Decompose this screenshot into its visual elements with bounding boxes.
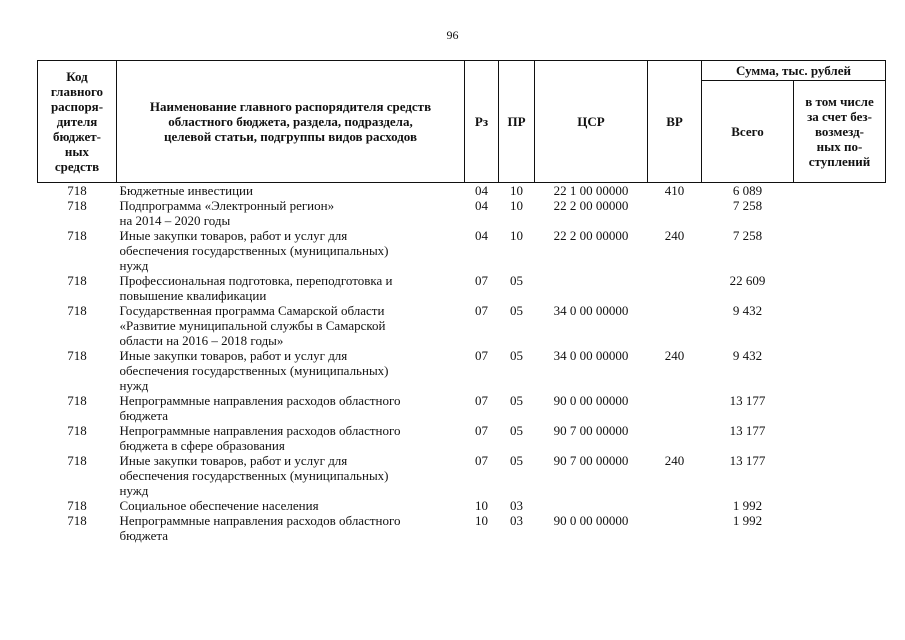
table-row	[38, 393, 886, 423]
cell-name	[117, 198, 465, 228]
cell-total: 1 992	[732, 498, 763, 513]
cell-including	[794, 393, 886, 423]
cell-csr: 90 7 00 00000	[553, 423, 629, 438]
cell-kod: 718	[67, 393, 87, 408]
cell-name-line: Иные закупки товаров, работ и услуг для	[119, 348, 348, 363]
cell-vr	[648, 393, 702, 423]
cell-name-line: нужд	[119, 483, 149, 498]
cell-pr: 10	[510, 198, 523, 213]
cell-pr: 10	[510, 228, 523, 243]
cell-name-line: Иные закупки товаров, работ и услуг для	[119, 453, 348, 468]
cell-name-line: бюджета в сфере образования	[119, 438, 285, 453]
cell-vr	[648, 423, 702, 453]
cell-vr	[648, 498, 702, 513]
header-kod	[38, 61, 117, 183]
table-row	[38, 513, 886, 543]
header-csr: ЦСР	[535, 61, 648, 183]
cell-name-line: обеспечения государственных (муниципальных)	[119, 243, 389, 258]
header-vr: ВР	[648, 61, 702, 183]
header-kod-line: распоря-	[50, 99, 104, 114]
cell-csr: 34 0 00 00000	[553, 303, 629, 318]
table-row	[38, 423, 886, 453]
cell-vr: 240	[664, 453, 685, 468]
cell-name	[117, 303, 465, 348]
header-name-line: областного бюджета, раздела, подраздела,	[168, 114, 413, 129]
cell-name	[117, 273, 465, 303]
table-row	[38, 498, 886, 513]
cell-name-line: Непрограммные направления расходов областного	[119, 513, 401, 528]
cell-name-line: области на 2016 – 2018 годы»	[119, 333, 284, 348]
cell-rz: 04	[475, 228, 488, 243]
cell-name	[117, 393, 465, 423]
cell-name-line: обеспечения государственных (муниципальных)	[119, 363, 389, 378]
cell-including	[794, 513, 886, 543]
header-including-line: возмезд-	[815, 124, 864, 139]
table-row	[38, 198, 886, 228]
cell-including	[794, 453, 886, 498]
cell-csr	[535, 498, 648, 513]
cell-kod: 718	[67, 198, 87, 213]
cell-name-line: Иные закупки товаров, работ и услуг для	[119, 228, 348, 243]
table-row	[38, 303, 886, 348]
cell-name-line: Подпрограмма «Электронный регион»	[119, 198, 335, 213]
cell-pr: 05	[510, 453, 523, 468]
cell-name	[117, 513, 465, 543]
cell-total: 9 432	[732, 348, 763, 363]
cell-name	[117, 183, 465, 199]
cell-vr	[648, 273, 702, 303]
table-header	[38, 61, 886, 183]
table-row	[38, 453, 886, 498]
cell-total: 22 609	[729, 273, 766, 288]
header-name-line: целевой статьи, подгруппы видов расходов	[163, 129, 418, 144]
cell-rz: 07	[475, 303, 488, 318]
cell-name-line: Государственная программа Самарской области	[119, 303, 385, 318]
cell-including	[794, 303, 886, 348]
cell-name-line: обеспечения государственных (муниципальных)	[119, 468, 389, 483]
cell-name-line: Бюджетные инвестиции	[119, 183, 253, 198]
cell-csr: 34 0 00 00000	[553, 348, 629, 363]
cell-kod: 718	[67, 348, 87, 363]
cell-vr	[648, 198, 702, 228]
header-including-line: ных по-	[816, 139, 863, 154]
cell-including	[794, 273, 886, 303]
cell-name	[117, 453, 465, 498]
cell-name-line: на 2014 – 2020 годы	[119, 213, 231, 228]
cell-name-line: нужд	[119, 258, 149, 273]
header-sum: Сумма, тыс. рублей	[702, 61, 886, 81]
cell-pr: 05	[510, 273, 523, 288]
cell-kod: 718	[67, 303, 87, 318]
cell-name-line: нужд	[119, 378, 149, 393]
cell-rz: 07	[475, 273, 488, 288]
cell-total: 13 177	[729, 393, 766, 408]
cell-total: 1 992	[732, 513, 763, 528]
cell-total: 7 258	[732, 228, 763, 243]
header-kod-line: средств	[54, 159, 100, 174]
cell-csr: 22 2 00 00000	[553, 228, 629, 243]
cell-including	[794, 498, 886, 513]
page-number: 96	[446, 28, 459, 42]
cell-name-line: бюджета	[119, 528, 168, 543]
cell-including	[794, 183, 886, 199]
cell-vr	[648, 303, 702, 348]
cell-name-line: Социальное обеспечение населения	[119, 498, 319, 513]
cell-pr: 05	[510, 423, 523, 438]
header-name	[117, 61, 465, 183]
cell-name	[117, 348, 465, 393]
header-kod-line: бюджет-	[52, 129, 101, 144]
header-including	[794, 81, 886, 183]
cell-name-line: Профессиональная подготовка, переподготовка и	[119, 273, 393, 288]
header-kod-line: главного	[50, 84, 104, 99]
table-row	[38, 183, 886, 199]
cell-total: 13 177	[729, 423, 766, 438]
table-row	[38, 273, 886, 303]
header-total: Всего	[702, 81, 794, 183]
header-including-line: ступлений	[808, 154, 871, 169]
cell-kod: 718	[67, 183, 87, 198]
cell-name-line: «Развитие муниципальной службы в Самарской	[119, 318, 386, 333]
cell-kod: 718	[67, 453, 87, 468]
header-including-line: в том числе	[805, 94, 874, 109]
cell-vr: 410	[664, 183, 685, 198]
cell-rz: 04	[475, 183, 488, 198]
cell-including	[794, 348, 886, 393]
cell-pr: 05	[510, 393, 523, 408]
cell-total: 7 258	[732, 198, 763, 213]
cell-csr: 22 1 00 00000	[553, 183, 629, 198]
header-kod-line: дителя	[56, 114, 98, 129]
cell-name	[117, 228, 465, 273]
cell-kod: 718	[67, 498, 87, 513]
cell-rz: 10	[475, 498, 488, 513]
cell-total: 13 177	[729, 453, 766, 468]
budget-table	[37, 60, 886, 543]
table-body	[38, 183, 886, 544]
table-row	[38, 228, 886, 273]
header-rz: Рз	[465, 61, 499, 183]
cell-including	[794, 228, 886, 273]
cell-pr: 03	[510, 513, 523, 528]
cell-kod: 718	[67, 228, 87, 243]
cell-name-line: бюджета	[119, 408, 168, 423]
header-including-line: за счет без-	[807, 109, 872, 124]
cell-kod: 718	[67, 423, 87, 438]
cell-csr	[535, 273, 648, 303]
cell-csr: 90 0 00 00000	[553, 513, 629, 528]
cell-including	[794, 198, 886, 228]
cell-csr: 22 2 00 00000	[553, 198, 629, 213]
cell-kod: 718	[67, 513, 87, 528]
cell-kod: 718	[67, 273, 87, 288]
cell-including	[794, 423, 886, 453]
header-pr: ПР	[499, 61, 535, 183]
cell-rz: 07	[475, 348, 488, 363]
header-kod-line: ных	[64, 144, 90, 159]
cell-vr: 240	[664, 228, 685, 243]
table-row	[38, 348, 886, 393]
cell-total: 6 089	[732, 183, 763, 198]
cell-csr: 90 7 00 00000	[553, 453, 629, 468]
cell-name	[117, 423, 465, 453]
cell-rz: 07	[475, 423, 488, 438]
header-kod-line: Код	[66, 69, 88, 84]
cell-name	[117, 498, 465, 513]
cell-name-line: Непрограммные направления расходов областного	[119, 423, 401, 438]
cell-pr: 05	[510, 303, 523, 318]
cell-vr	[648, 513, 702, 543]
cell-rz: 07	[475, 393, 488, 408]
cell-pr: 05	[510, 348, 523, 363]
cell-pr: 03	[510, 498, 523, 513]
header-name-line: Наименование главного распорядителя средств	[149, 99, 432, 114]
cell-rz: 10	[475, 513, 488, 528]
cell-pr: 10	[510, 183, 523, 198]
cell-total: 9 432	[732, 303, 763, 318]
cell-vr: 240	[664, 348, 685, 363]
cell-rz: 07	[475, 453, 488, 468]
cell-name-line: повышение квалификации	[119, 288, 267, 303]
cell-csr: 90 0 00 00000	[553, 393, 629, 408]
cell-name-line: Непрограммные направления расходов областного	[119, 393, 401, 408]
cell-rz: 04	[475, 198, 488, 213]
